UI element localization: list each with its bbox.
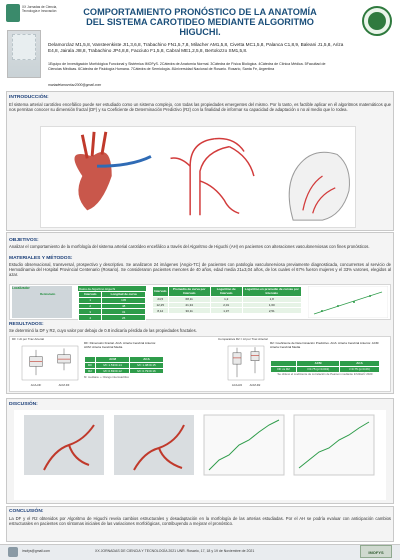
boxplot-box [233, 353, 241, 364]
table-1-header-interval: Intervalo [79, 292, 102, 298]
table-2-header: Promedio de curva por Intervalo [168, 287, 210, 297]
table-2-header: Logaritmo de Intervalo [210, 287, 242, 297]
table-header: ACM [96, 357, 130, 363]
table-cell: 48 [102, 303, 146, 309]
higuchi-table-2-grid [152, 286, 302, 314]
table-cell: r=0.75 (p=0.06) [340, 366, 380, 372]
table-cell: DF vs R2 [271, 366, 297, 372]
table-cell: 30,11 [168, 308, 210, 314]
boxplot-box [251, 352, 259, 361]
regression-point [321, 310, 323, 312]
table-cell: 1,8 [242, 296, 301, 302]
results-text: Se determinó la DF y R2, cuyo valor por debajo de 0.8 indicaría pérdida de las propiedades fractales. [9, 328, 197, 333]
intro-heading: INTRODUCCIÓN: [9, 95, 49, 100]
table-2-header: Logaritmo en promedio de curvas por Intervalo [242, 287, 301, 297]
table-cell: 1,2 [210, 296, 242, 302]
table-cell: 31 [102, 309, 146, 315]
footer-email: imofys@gmail.com [22, 549, 50, 553]
regression-chart [308, 286, 388, 318]
table-row [79, 315, 146, 321]
higuchi-table-1 [78, 286, 146, 321]
materials-heading: MATERIALES Y MÉTODOS: [9, 256, 73, 261]
table-cell: 12,25 [153, 302, 169, 308]
table-cell: r=0.75 (p=0.001) [297, 366, 340, 372]
contact-email: mariadelamorclaz2000@gmail.com [48, 83, 102, 87]
boxplot-2-note: R2: Coeficiente de Determinación Predictivo. ACA: Arteria Cerebral Anterior. ACM: Arteria Cerebral Media [270, 341, 380, 349]
table-1-header-length: Longitud de curva [102, 292, 146, 298]
materials-text: Estudio observacional, transversal, prospectivo y descriptivo. Se analizaron 24 imágenes (Angio-TC) de pacientes con patología vasculonerviosa previamente diagnosticada, concurrentes al servicio de Hemodinamia del Hospital Provincial Centenario (Rosario). Se consideraron pacientes menores de 40 años, edad media 21±3,04 años, de los cuales el 67% fueron mujeres y el 33% varones, elegidos al azar. [9, 262, 391, 278]
title-line-1: COMPORTAMIENTO PRONÓSTICO DE LA ANATOMÍA [83, 7, 317, 17]
boxplot-2 [218, 342, 268, 388]
table-header: ACA [130, 357, 164, 363]
fractal-chart-1 [204, 415, 284, 475]
discussion-images [14, 410, 386, 500]
boxplot-2-title: Comparativa R2 = Al por Trac Arterial [218, 337, 268, 341]
table-2-header: Intervalo [153, 287, 169, 297]
imofys-emblem-inner [368, 12, 386, 30]
poster-title [70, 7, 330, 37]
side-photo-inner [12, 34, 36, 60]
regression-point [353, 301, 355, 303]
boxplot-2-footnote: Se obtuvo el coeficiente de correlación de Pearson mediante InfoStat© 2020 [277, 372, 373, 376]
table-row [153, 308, 302, 314]
boxplot-1-footnote: M: mediana. +: Rango intercuartílico [84, 375, 130, 379]
regression-chart-bg [308, 286, 388, 318]
table-header: ACM [297, 361, 340, 367]
table-cell: 68,11 [168, 296, 210, 302]
boxplot-1-title: DF = Al por Trac Arterial [12, 337, 44, 341]
results-table-2-grid [270, 360, 380, 373]
title-line-2: DEL SISTEMA CAROTIDEO MEDIANTE ALGORITMO HIGUCHI. [86, 17, 314, 37]
table-cell: M= 0.83±0.12 [96, 368, 130, 374]
table-cell: 105 [102, 297, 146, 303]
carotid-diagram [40, 126, 356, 228]
table-cell: 26 [102, 315, 146, 321]
table-cell: DF [85, 362, 96, 368]
table-cell: 2,01 [210, 302, 242, 308]
results-table-2 [270, 360, 380, 373]
conclusion-heading: CONCLUSIÓN: [9, 509, 44, 514]
table-cell: M= 0.79±0.16 [130, 368, 164, 374]
boxplot-category-label: ACM-R2 [249, 383, 261, 387]
boxplot-1-note: DF: Dimensión Fractal. ACA: Arteria Cerebral Anterior. ACM: Arteria Cerebral Media [84, 341, 157, 349]
table-cell: M= 1.53±0.14 [96, 362, 130, 368]
authors-list: Delamorclaz M1,5,8, Vansteenkiste JI1,3,6,8, Trabachino FN1,5,7,8, Milacher AM1,5,8, Civetta MC1,5,8, Palanca C1,8,9, Baleani J1,5,8, Ariza E4,8, Jairala JI8,8, Trabachino JP4,8,8, Facciuto F1,5,8, Cabral ME1,2,5,8, Bertolozzo SM1,5,8. [48, 42, 344, 53]
results-table-1 [84, 356, 164, 374]
footer-event-text: XX JORNADAS DE CIENCIA Y TECNOLOGÍA 2021 UNR. Rosario, 17, 18 y 19 de Noviembre de 2021 [95, 549, 255, 553]
table-cell: 1 [79, 297, 102, 303]
higuchi-table-2 [152, 286, 302, 314]
table-cell: 4 [79, 315, 102, 321]
boxplot-category-label: ACM-DF [58, 383, 70, 387]
higuchi-table-1-title: Datos de Algoritmo Higuchi [78, 286, 146, 291]
table-cell: 3 [79, 309, 102, 315]
angio-image [12, 286, 72, 318]
fractal-chart-2 [294, 415, 374, 475]
higuchi-table-1-grid [78, 291, 146, 321]
boxplot-category-label: ACA-R2 [231, 383, 243, 387]
affiliations: 1Equipo de Investigación Morfológica Funcional y Sistémica IMOFyS. 2Cátedra de Anatomía Normal. 3Cátedra de Física Biológica. 4Cátedra de Clínica Médica. 5Facultad de Ciencias Médicas. 6Cátedra de Fisiología Humana. 7Cátedra de Semiología. 8Universidad Nacional de Rosario. Rosario, Santa Fe, Argentina [48, 62, 326, 71]
table-cell: R2 [85, 368, 96, 374]
boxplot-category-label: ACA-DF [30, 383, 42, 387]
angio-image-1 [24, 415, 104, 475]
discussion-heading: DISCUSIÓN: [9, 402, 38, 407]
footer-imofys-logo: IMOFYS [360, 545, 392, 558]
table-row [85, 368, 164, 374]
email-icon [8, 547, 18, 557]
table-cell: 24,5 [153, 296, 169, 302]
regression-point [337, 305, 339, 307]
table-cell: M= 1.48±0.15 [130, 362, 164, 368]
conclusion-text: La DF y el R2 obtenidos por Algoritmo de Higuchi revela cambios estructurales y desadaptación en la morfología de las arterias estudiadas. Por el AH se podría evaluar con anticipación cambios estructurales en pacientes con síntomas iniciales de las variaciones morfológicas, contribuyendo a mejorar el pronóstico. [9, 516, 391, 527]
objectives-text: Analizar el comportamiento de la morfología del sistema arterial carotídeo encefálico a través del Algoritmo de Higuchi (AH) en pacientes con alteraciones vasculonerviosas con fines pronósticos. [9, 244, 370, 249]
jornadas-logo-text: XX Jornadas de Ciencia, Tecnología e Innovación [22, 5, 58, 13]
angio-image-2 [114, 415, 194, 475]
table-cell: 2 [79, 303, 102, 309]
intro-text: El sistema arterial carotídeo encefálico puede ser estudiado como un sistema complejo, con todas las propiedades emergentes del mismo. Por lo tanto, es factible aplicar en él algoritmos matemáticos que nos permitan conocer su dimensión fractal (DF) y su Coeficiente de Determinación Predictivo (R2) con la finalidad de informar su capacidad de adaptación o no al medio que lo rodea. [9, 102, 391, 113]
table-cell: 1,37 [210, 308, 242, 314]
table-cell: 41,34 [168, 302, 210, 308]
table-cell: 2,51 [242, 308, 301, 314]
table-header: ACA [340, 361, 380, 367]
results-table-1-grid [84, 356, 164, 374]
table-cell: 1,60 [242, 302, 301, 308]
results-heading: RESULTADOS: [9, 322, 44, 327]
objectives-heading: OBJETIVOS: [9, 238, 39, 243]
reticulado-label: Reticulado [40, 292, 56, 296]
boxplot-1 [12, 342, 82, 388]
university-logo [6, 4, 20, 22]
regression-point [369, 295, 371, 297]
table-cell: 8,12 [153, 308, 169, 314]
localizador-label: Localizador [12, 286, 30, 290]
